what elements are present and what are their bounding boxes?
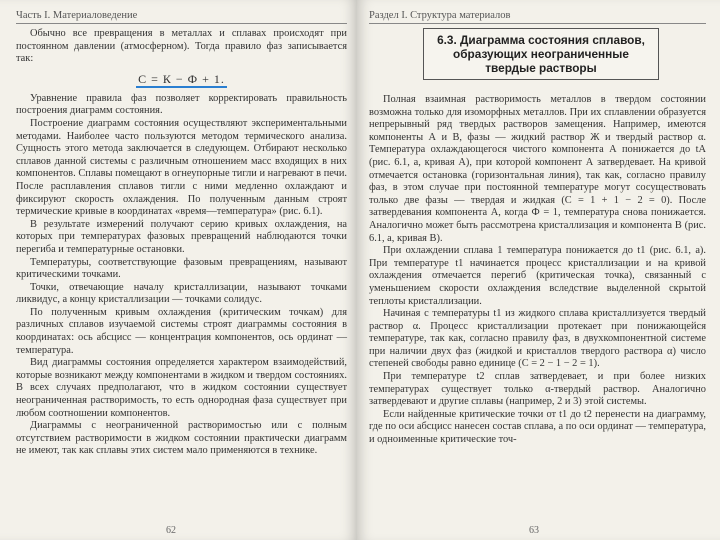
left-paragraph-7: По полученным кривым охлаждения (критическим точкам) для различных сплавов изучаемой системы строят диаграммы состояния в координатах: ось абсцисс — концентрация компонентов, ось ординат — температура. (16, 306, 347, 356)
left-paragraph-6: Точки, отвечающие началу кристаллизации, называют точками ликвидус, а концу кристаллизации — точками солидус. (16, 281, 347, 306)
left-paragraph-5: Температуры, соответствующие фазовым превращениям, называют критическими точками. (16, 256, 347, 281)
section-title: 6.3. Диаграмма состояния сплавов, образующих неограниченные твердые растворы (437, 33, 645, 75)
section-heading-box (423, 28, 659, 80)
right-running-head: Раздел I. Структура материалов (369, 10, 706, 24)
right-paragraph-1: Полная взаимная растворимость металлов в твердом состоянии возможна только для изоморфных металлов. При их сплавлении образуется непрерывный ряд твердых растворов замещения. Например, имеются компоненты А и В, фазы — жидкий раствор Ж и твердый раствор α. Температура охлаждающегося чистого компонента А понижается до tA (рис. 6.1, а, кривая А), при которой компонент А затвердевает. На кривой отмечается остановка (горизонтальная линия), так как, согласно правилу фаз, в этом случае при постоянной температуре могут сосуществовать только две фазы — твердая и жидкая (С = 1 + 1 − 2 = 0). После затвердевания компонента А, когда Ф = 1, температура снова понижается. Аналогично может быть рассмотрена кристаллизация и компонента В (рис. 6.1, а, кривая В). (369, 94, 706, 244)
left-paragraph-9: Диаграммы с неограниченной растворимостью или с полным отсутствием растворимости в жидком состоянии практически диаграмм не имеют, так как сплавы этих систем мало применяются в технике. (16, 420, 347, 457)
formula-text: С = К − Ф + 1. (138, 71, 225, 86)
phase-rule-formula (16, 72, 347, 87)
left-paragraph-1: Обычно все превращения в металлах и сплавах происходят при постоянном давлении (атмосферном). Тогда правило фаз записывается так: (16, 28, 347, 65)
right-paragraph-5: Если найденные критические точки от t1 до t2 перенести на диаграмму, где по оси абсцисс нанесен состав сплава, а по оси ординат — температура, и одноименные критические точ- (369, 408, 706, 446)
left-paragraph-8: Вид диаграммы состояния определяется характером взаимодействий, которые возникают между компонентами в жидком и твердом состояниях. В всех случаях предполагают, что в жидком состоянии существует неограниченная растворимость, то есть однородная фаза существует при любом соотношении компонентов. (16, 357, 347, 419)
left-page (0, 0, 357, 540)
left-paragraph-3: Построение диаграмм состояния осуществляют экспериментальными методами. Наиболее часто пользуются методом термического анализа. Сущность этого метода заключается в следующем. Отбирают несколько сплавов данной системы с различным отношением масс входящих в них компонентов. Сплавы помещают в огнеупорные тигли и нагревают в печи. После расплавления сплавов тигли с ними медленно охлаждают и фиксируют скорость охлаждения. По полученным данным строят термические кривые в координатах «время—температура» (рис. 6.1). (16, 117, 347, 218)
right-page (357, 0, 720, 540)
left-running-head: Часть I. Материаловедение (16, 10, 347, 24)
right-paragraph-3: Начиная с температуры t1 из жидкого сплава кристаллизуется твердый раствор α. Процесс кристаллизации протекает при понижающейся температуре, так как, согласно правилу фаз, в двухкомпонентной системе при наличии двух фаз (жидкой и кристаллов твердого раствора α) число степеней свободы равно единице (С = 2 − 1 − 2 = 1). (369, 308, 706, 370)
right-paragraph-2: При охлаждении сплава 1 температура понижается до t1 (рис. 6.1, а). При температуре t1 начинается процесс кристаллизации и на кривой охлаждения отмечается перегиб (критическая точка), связанный с уменьшением скорости охлаждения вследствие выделенной скрытой теплоты кристаллизации. (369, 245, 706, 307)
left-page-number: 62 (166, 525, 176, 536)
right-page-number: 63 (529, 525, 539, 536)
right-paragraph-4: При температуре t2 сплав затвердевает, и при более низких температурах существует только α-твердый раствор. Аналогично затвердевают и другие сплавы (например, 2 и 3) этой системы. (369, 371, 706, 408)
left-paragraph-4: В результате измерений получают серию кривых охлаждения, на которых при температурах фазовых превращений наблюдаются точки перегиба и температурные остановки. (16, 218, 347, 255)
left-paragraph-2: Уравнение правила фаз позволяет корректировать правильность построения диаграмм состояния. (16, 92, 347, 117)
